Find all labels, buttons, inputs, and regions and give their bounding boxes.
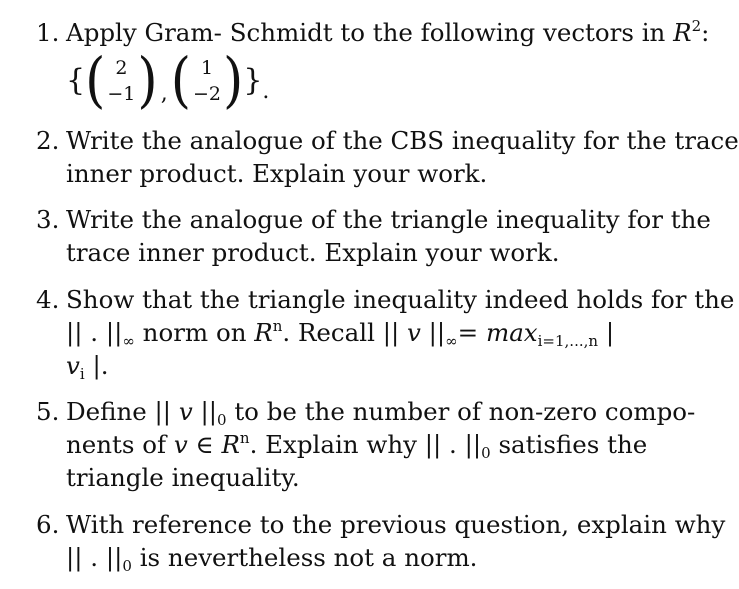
problem-2 [36,124,739,190]
problem-text-line-1: With reference to the previous question, explain why [66,510,726,539]
problem-4 [36,283,735,383]
space-exponent: 2 [691,17,702,35]
space-symbol: R [673,18,692,47]
problem-1 [36,16,710,49]
set-open-brace: { [66,63,86,98]
vector-2-entry-2: −2 [193,83,222,105]
vector-set: { ( 2 −1 ) , ( 1 −2 ) } . [66,46,270,116]
problem-text-line-1: Write the analogue of the CBS inequality for the trace [66,126,739,155]
problem-3 [36,203,711,269]
problem-number: 6. [36,510,60,539]
problem-text: Apply Gram- Schmidt to the following vectors in [66,18,674,47]
problem-text-line-2: || . $||_0$ is nevertheless not a norm. [66,543,478,575]
colon: : [701,18,710,47]
problem-6 [36,508,726,575]
problem-text-line-1: Show that the triangle inequality indeed holds for the [66,285,735,314]
vector-1-entry-1: 2 [115,57,128,79]
vector-2 [193,55,221,107]
set-close-brace: } [243,63,263,98]
problem-number: 3. [36,205,60,234]
problem-number: 2. [36,126,60,155]
vector-separator: , [160,81,168,106]
problem-text-line-2: trace inner product. Explain your work. [66,238,560,267]
problem-number: 4. [36,285,60,314]
period: . [262,79,270,104]
problem-5 [36,395,696,494]
problem-number: 5. [36,397,60,426]
problem-text-line-2: || . $||_\infty$ norm on $R^n$. Recall || v $||_\infty= \max_{i=1,...,n}$ | [66,317,615,350]
problem-text-line-3: $v_i$ |. [66,351,109,383]
problem-text-line-1: Write the analogue of the triangle inequality for the [66,205,711,234]
vector-1-entry-2: −1 [107,83,136,105]
problem-text-line-2: nents of v ∈ $R^n$. Explain why || . $||_0$ satisfies the [66,429,648,462]
vector-1 [107,55,135,107]
problem-text-line-1: Define || v $||_0$ to be the number of non-zero compo- [66,397,696,429]
problem-text-line-3: triangle inequality. [66,463,300,492]
problem-text-line-2: inner product. Explain your work. [66,159,488,188]
vector-2-entry-1: 1 [200,57,214,79]
problem-number: 1. [36,18,60,47]
